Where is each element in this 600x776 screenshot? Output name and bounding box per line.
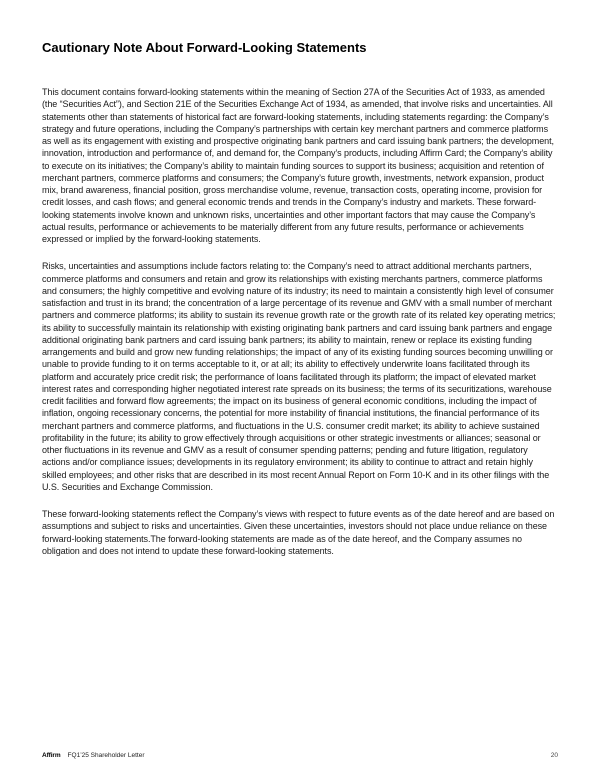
- paragraph-risk-factors: Risks, uncertainties and assumptions include factors relating to: the Company’s need to attract additional merchants partners, commerce platforms and consumers and retain and grow its relationships with existing merchants partners, commerce platforms and consumers; the highly competitive and evolving nature of its industry; its need to maintain a consistently high level of consumer satisfaction and trust in its brand; the concentration of a large percentage of its revenue and GMV with a small number of merchant partners and commerce platforms; its ability to sustain its revenue growth rate or the growth rate of its related key operating metrics; its ability to successfully maintain its relationship with existing originating bank partners and card issuing bank partners and engage additional originating bank partners and card issuing bank partners; its ability to maintain, renew or replace its existing funding arrangements and build and grow new funding relationships; the impact of any of its existing funding sources becoming unwilling or unable to provide funding to it on terms acceptable to it, or at all; its ability to effectively underwrite loans facilitated through its platform and accurately price credit risk; the performance of loans facilitated through its platform; the impact of elevated market interest rates and corresponding higher negotiated interest rate spreads on its business; the terms of its securitizations, warehouse credit facilities and forward flow agreements; the impact on its business of general economic conditions, including the impact of inflation, ongoing recessionary concerns, the potential for more instability of financial institutions, the financial performance of its merchant partners and commerce platforms, and fluctuations in the U.S. consumer credit market; its ability to achieve sustained profitability in the future; its ability to grow effectively through acquisitions or other strategic investments or alliances; seasonal or other fluctuations in its revenue and GMV as a result of consumer spending patterns; pending and future litigation, regulatory actions and/or compliance issues; developments in its regulatory environment; its ability to continue to attract and retain highly skilled employees; and other risks that are described in its most recent Annual Report on Form 10-K and in its other filings with the U.S. Securities and Exchange Commission.: [42, 261, 556, 492]
- paragraph-no-update-obligation: These forward-looking statements reflect the Company’s views with respect to future events as of the date hereof and are based on assumptions and subject to risks and uncertainties. Given these uncertainties, investors should not place undue reliance on these forward-looking statements.The forward-looking statements are made as of the date hereof, and the Company assumes no obligation and does not intend to update these forward-looking statements.: [42, 509, 555, 556]
- page-title: Cautionary Note About Forward-Looking Statements: [42, 40, 367, 55]
- footer-document-title: FQ1’25 Shareholder Letter: [67, 752, 145, 759]
- page-number: 20: [550, 752, 558, 759]
- page-content: [42, 40, 558, 572]
- affirm-logo: Affirm: [42, 752, 61, 759]
- page-footer: [42, 752, 558, 760]
- footer-left: [42, 752, 145, 760]
- paragraph-forward-looking-definition: This document contains forward-looking statements within the meaning of Section 27A of the Securities Act of 1933, as amended (the “Securities Act”), and Section 21E of the Securities Exchange Act of 1934, as amended, that involve risks and uncertainties. All statements other than statements of historical fact are forward-looking statements, including statements regarding: the Company’s strategy and future operations, including the Company’s partnerships with certain key merchant partners and commerce platforms as well as its engagement with existing and prospective originating bank partners and card issuing bank partners; the development, innovation, introduction and performance of, and demand for, the Company’s products, including Affirm Card; the Company’s ability to execute on its initiatives; the Company’s ability to maintain funding sources to support its business; acquisition and retention of merchant partners, commerce platforms and consumers; the Company’s future growth, investments, network expansion, product mix, brand awareness, financial position, gross merchandise volume, revenue, transaction costs, operating income, provision for credit losses, and cash flows; and general economic trends and trends in the Company’s industry and markets. These forward-looking statements involve known and unknown risks, uncertainties and other important factors that may cause the Company’s actual results, performance or achievements to be materially different from any future results, performance or achievements expressed or implied by the forward-looking statements.: [42, 87, 554, 244]
